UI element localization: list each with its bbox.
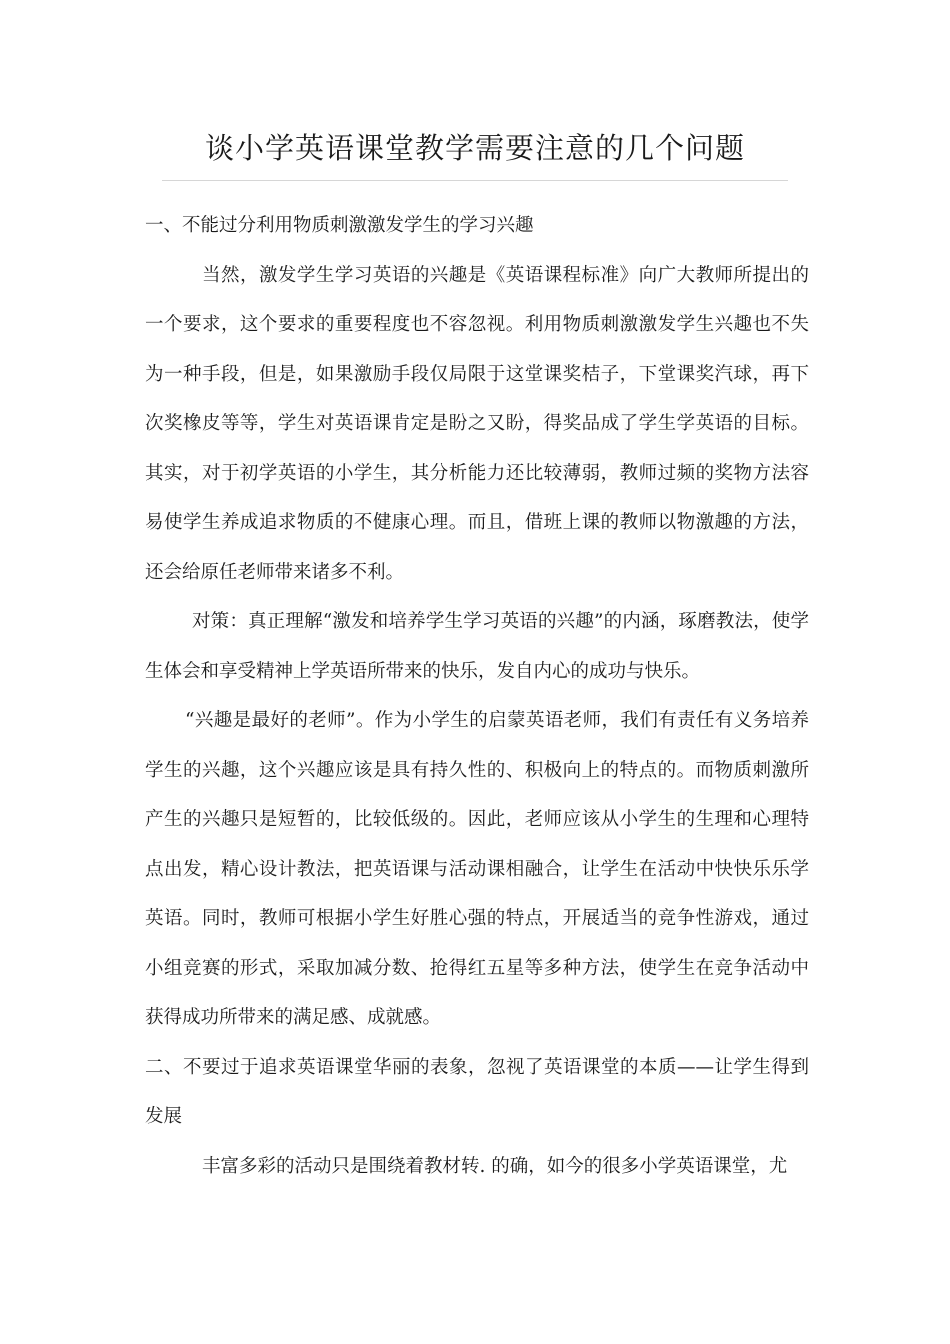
document-body (145, 201, 809, 1191)
paragraph-2: 对策：真正理解“激发和培养学生学习英语的兴趣”的内涵，琢磨教法，使学生体会和享受精神上学英语所带来的快乐，发自内心的成功与快乐。 (145, 611, 809, 682)
title-divider (162, 180, 788, 181)
paragraph-4: 丰富多彩的活动只是围绕着教材转. 的确，如今的很多小学英语课堂，尤 (202, 1155, 788, 1177)
section-heading-2: 二、不要过于追求英语课堂华丽的表象，忽视了英语课堂的本质——让学生得到发展 (145, 1056, 809, 1127)
section-heading-1: 一、不能过分利用物质刺激激发学生的学习兴趣 (145, 215, 534, 236)
paragraph-1: 当然，激发学生学习英语的兴趣是《英语课程标准》向广大教师所提出的一个要求，这个要求的重要程度也不容忽视。利用物质刺激激发学生兴趣也不失为一种手段，但是，如果激励手段仅局限于这堂课奖桔子，下堂课奖汽球，再下次奖橡皮等等，学生对英语课肯定是盼之又盼，得奖品成了学生学英语的目标。其实，对于初学英语的小学生，其分析能力还比较薄弱，教师过频的奖物方法容易使学生养成追求物质的不健康心理。而且，借班上课的教师以物激趣的方法，还会给原任老师带来诸多不利。 (145, 264, 809, 583)
paragraph-3: “兴趣是最好的老师”。作为小学生的启蒙英语老师，我们有责任有义务培养学生的兴趣，这个兴趣应该是具有持久性的、积极向上的特点的。而物质刺激所产生的兴趣只是短暂的，比较低级的。因此，老师应该从小学生的生理和心理特点出发，精心设计教法，把英语课与活动课相融合，让学生在活动中快快乐乐学英语。同时，教师可根据小学生好胜心强的特点，开展适当的竞争性游戏，通过小组竞赛的形式，采取加减分数、抢得红五星等多种方法，使学生在竞争活动中获得成功所带来的满足感、成就感。 (145, 710, 809, 1028)
document-title: 谈小学英语课堂教学需要注意的几个问题 (204, 131, 745, 165)
